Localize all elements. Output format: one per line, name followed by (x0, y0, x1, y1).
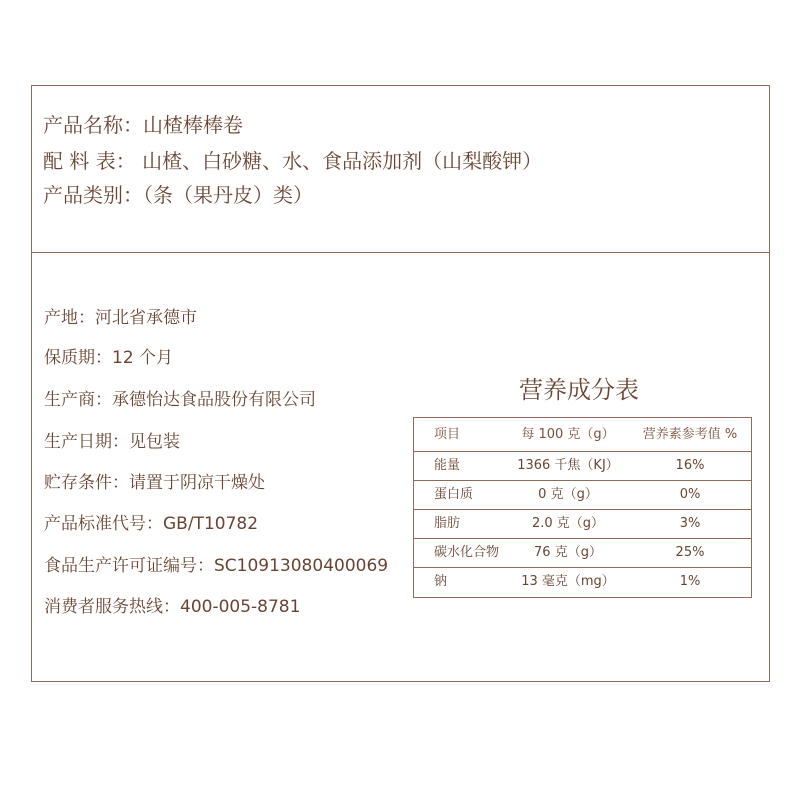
nutrient-value: 76 克（g） (534, 545, 602, 560)
nutrient-value: 2.0 克（g） (531, 516, 605, 531)
table-row (414, 452, 751, 481)
nutrient-value: 1366 千焦（KJ） (517, 458, 619, 473)
nutrient-name: 钠 (434, 574, 448, 589)
nutrient-nrv: 1% (679, 574, 701, 589)
shelf-life-text: 保质期：12 个月 (44, 348, 174, 368)
column-header-per-100g: 每 100 克（g） (521, 427, 615, 442)
nutrient-value: 0 克（g） (538, 487, 598, 502)
nutrient-name: 碳水化合物 (434, 545, 500, 560)
nutrient-value: 13 毫克（mg） (521, 574, 615, 589)
origin-text: 产地：河北省承德市 (44, 308, 197, 328)
production-date-text: 生产日期：见包装 (44, 432, 180, 452)
nutrient-name: 蛋白质 (434, 487, 474, 502)
nutrient-nrv: 0% (679, 487, 701, 502)
product-name: 产品名称：山楂棒棒卷 (43, 113, 243, 137)
nutrient-name: 脂肪 (434, 516, 461, 531)
storage-text: 贮存条件：请置于阴凉干燥处 (44, 473, 265, 493)
table-row (414, 568, 751, 597)
nutrient-nrv: 16% (675, 458, 705, 473)
nutrition-table-title: 营养成分表 (519, 376, 639, 404)
nutrition-table (413, 417, 752, 598)
column-header-item: 项目 (434, 427, 461, 442)
product-category: 产品类别：（条（果丹皮）类） (43, 183, 313, 207)
table-row (414, 539, 751, 568)
hotline-text: 消费者服务热线：400-005-8781 (44, 597, 301, 617)
nutrient-nrv: 3% (679, 516, 701, 531)
ingredients-list: 配 料 表： 山楂、白砂糖、水、食品添加剂（山梨酸钾） (43, 149, 543, 173)
license-number-text: 食品生产许可证编号：SC10913080400069 (44, 556, 389, 576)
standard-code-text: 产品标准代号：GB/T10782 (44, 514, 259, 534)
table-row (414, 510, 751, 539)
manufacturer-text: 生产商：承德怡达食品股份有限公司 (44, 390, 316, 410)
column-header-nrv: 营养素参考值 % (642, 427, 738, 442)
nutrient-nrv: 25% (675, 545, 705, 560)
nutrition-header-row (414, 418, 751, 452)
table-row (414, 481, 751, 510)
nutrient-name: 能量 (434, 458, 461, 473)
